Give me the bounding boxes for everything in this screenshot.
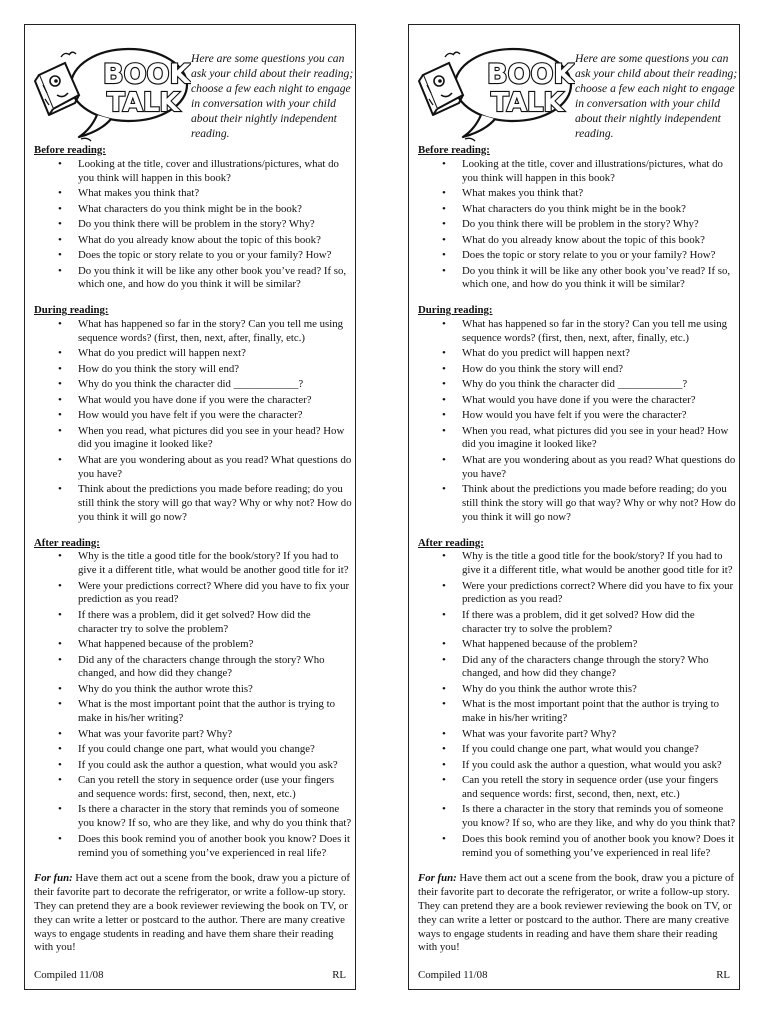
- question-item: • What are you wondering about as you read? What questions do you have?: [34, 454, 352, 482]
- question-item: • What was your favorite part? Why?: [34, 728, 352, 742]
- card-footer: [34, 969, 346, 981]
- section: [34, 537, 352, 861]
- book-talk-logo: [31, 45, 191, 155]
- section-title: After reading:: [34, 536, 100, 549]
- question-item: • When you read, what pictures did you see in your head? How did you imagine it looked like?: [34, 425, 352, 453]
- question-item: • What has happened so far in the story? Can you tell me using sequence words? (first, then, next, after, finally, etc.): [34, 318, 352, 346]
- section: [418, 144, 736, 292]
- question-item: • When you read, what pictures did you see in your head? How did you imagine it looked like?: [418, 425, 736, 453]
- for-fun-paragraph: [34, 872, 352, 955]
- question-item: • What would you have done if you were the character?: [418, 394, 736, 408]
- question-item: • How do you think the story will end?: [418, 363, 736, 377]
- for-fun-label: For fun:: [34, 872, 73, 885]
- question-list: [34, 550, 352, 860]
- question-item: • What was your favorite part? Why?: [418, 728, 736, 742]
- book-talk-card-left: [24, 24, 356, 990]
- intro-text: Here are some questions you can ask your child about their reading; choose a few each night to engage in conversation with your child about their nightly independent reading.: [575, 52, 738, 140]
- question-item: • What do you predict will happen next?: [34, 347, 352, 361]
- section-title: Before reading:: [34, 144, 106, 156]
- question-sections: [34, 144, 352, 860]
- for-fun-text: Have them act out a scene from the book, draw you a picture of their favorite part to decorate the refrigerator, or write a follow-up story. They can pretend they are a book reviewer reviewing the book on TV, or they can write a letter or postcard to the author. There are many creative ways to engage students in reading and have them share their reading with you!: [34, 872, 351, 954]
- question-item: • What do you already know about the topic of this book?: [418, 234, 736, 248]
- question-item: • If you could ask the author a question, what would you ask?: [418, 759, 736, 773]
- section-title: Before reading:: [418, 144, 490, 156]
- question-item: • What makes you think that?: [418, 187, 736, 201]
- question-item: • Can you retell the story in sequence order (use your fingers and sequence words: first, second, then, next, etc.): [418, 774, 736, 802]
- question-item: • Do you think it will be like any other book you’ve read? If so, which one, and how do you think it will be similar?: [418, 265, 736, 293]
- question-item: • Did any of the characters change through the story? Who changed, and how did they change?: [418, 654, 736, 682]
- question-item: • If there was a problem, did it get solved? How did the character try to solve the problem?: [418, 609, 736, 637]
- question-item: • Does the topic or story relate to you or your family? How?: [34, 249, 352, 263]
- question-item: • Do you think there will be problem in the story? Why?: [418, 218, 736, 232]
- question-item: • Think about the predictions you made before reading; do you still think the story will go that way? Why or why not? How do you think it will go now?: [34, 483, 352, 524]
- question-item: • How would you have felt if you were the character?: [34, 409, 352, 423]
- question-item: • What has happened so far in the story? Can you tell me using sequence words? (first, then, next, after, finally, etc.): [418, 318, 736, 346]
- logo-word-book: BOOK: [487, 59, 575, 90]
- question-list: [418, 550, 736, 860]
- section-title: During reading:: [34, 304, 109, 317]
- question-item: • What happened because of the problem?: [418, 638, 736, 652]
- question-content: [418, 144, 736, 955]
- footer-initials: RL: [716, 969, 730, 981]
- question-item: • Why do you think the character did ____________?: [418, 378, 736, 392]
- question-item: • If there was a problem, did it get solved? How did the character try to solve the problem?: [34, 609, 352, 637]
- section: [418, 537, 736, 861]
- question-content: [34, 144, 352, 955]
- question-list: [34, 318, 352, 525]
- footer-compiled: Compiled 11/08: [418, 969, 488, 981]
- section: [34, 144, 352, 292]
- book-icon: [35, 52, 79, 115]
- section: [418, 304, 736, 524]
- question-item: • Were your predictions correct? Where did you have to fix your prediction as you read?: [418, 580, 736, 608]
- question-list: [34, 158, 352, 292]
- question-item: • Were your predictions correct? Where did you have to fix your prediction as you read?: [34, 580, 352, 608]
- book-talk-card-right: [408, 24, 740, 990]
- for-fun-paragraph: [418, 872, 736, 955]
- question-list: [418, 318, 736, 525]
- question-item: • Why do you think the author wrote this?: [418, 683, 736, 697]
- for-fun-text: Have them act out a scene from the book, draw you a picture of their favorite part to decorate the refrigerator, or write a follow-up story. They can pretend they are a book reviewer reviewing the book on TV, or they can write a letter or postcard to the author. There are many creative ways to engage students in reading and have them share their reading with you!: [418, 872, 735, 954]
- section-title: During reading:: [418, 304, 493, 317]
- question-item: • Why do you think the author wrote this?: [34, 683, 352, 697]
- question-item: • What characters do you think might be in the book?: [34, 203, 352, 217]
- logo-word-book: BOOK: [103, 59, 191, 90]
- question-sections: [418, 144, 736, 860]
- card-header: [409, 25, 739, 147]
- question-item: • What are you wondering about as you read? What questions do you have?: [418, 454, 736, 482]
- section: [34, 304, 352, 524]
- question-list: [418, 158, 736, 292]
- question-item: • If you could change one part, what would you change?: [418, 743, 736, 757]
- question-item: • Can you retell the story in sequence order (use your fingers and sequence words: first, second, then, next, etc.): [34, 774, 352, 802]
- question-item: • Looking at the title, cover and illustrations/pictures, what do you think will happen in this book?: [418, 158, 736, 186]
- card-header: [25, 25, 355, 147]
- logo-word-talk: TALK: [107, 88, 180, 118]
- question-item: • Looking at the title, cover and illustrations/pictures, what do you think will happen in this book?: [34, 158, 352, 186]
- question-item: • Why is the title a good title for the book/story? If you had to give it a different title, what would be another good title for it?: [34, 550, 352, 578]
- question-item: • What is the most important point that the author is trying to make in his/her writing?: [418, 698, 736, 726]
- question-item: • What is the most important point that the author is trying to make in his/her writing?: [34, 698, 352, 726]
- question-item: • Does this book remind you of another book you know? Does it remind you of something you’ve experienced in real life?: [34, 833, 352, 861]
- question-item: • What characters do you think might be in the book?: [418, 203, 736, 217]
- question-item: • Think about the predictions you made before reading; do you still think the story will go that way? Why or why not? How do you think it will go now?: [418, 483, 736, 524]
- question-item: • Do you think it will be like any other book you’ve read? If so, which one, and how do you think it will be similar?: [34, 265, 352, 293]
- question-item: • Does the topic or story relate to you or your family? How?: [418, 249, 736, 263]
- question-item: • What would you have done if you were the character?: [34, 394, 352, 408]
- question-item: • What happened because of the problem?: [34, 638, 352, 652]
- for-fun-label: For fun:: [418, 872, 457, 885]
- question-item: • If you could change one part, what would you change?: [34, 743, 352, 757]
- book-icon: [419, 52, 463, 115]
- question-item: • Do you think there will be problem in the story? Why?: [34, 218, 352, 232]
- question-item: • What do you already know about the topic of this book?: [34, 234, 352, 248]
- footer-initials: RL: [332, 969, 346, 981]
- book-talk-logo: [415, 45, 575, 155]
- question-item: • Why do you think the character did ____________?: [34, 378, 352, 392]
- question-item: • How do you think the story will end?: [34, 363, 352, 377]
- question-item: • Why is the title a good title for the book/story? If you had to give it a different title, what would be another good title for it?: [418, 550, 736, 578]
- question-item: • What do you predict will happen next?: [418, 347, 736, 361]
- question-item: • Is there a character in the story that reminds you of someone you know? If so, who are they like, and why do you think that?: [34, 803, 352, 831]
- footer-compiled: Compiled 11/08: [34, 969, 104, 981]
- question-item: • Did any of the characters change through the story? Who changed, and how did they change?: [34, 654, 352, 682]
- intro-text: Here are some questions you can ask your child about their reading; choose a few each night to engage in conversation with your child about their nightly independent reading.: [191, 52, 354, 140]
- question-item: • Is there a character in the story that reminds you of someone you know? If so, who are they like, and why do you think that?: [418, 803, 736, 831]
- question-item: • Does this book remind you of another book you know? Does it remind you of something you’ve experienced in real life?: [418, 833, 736, 861]
- question-item: • If you could ask the author a question, what would you ask?: [34, 759, 352, 773]
- question-item: • How would you have felt if you were the character?: [418, 409, 736, 423]
- section-title: After reading:: [418, 536, 484, 549]
- logo-word-talk: TALK: [491, 88, 564, 118]
- question-item: • What makes you think that?: [34, 187, 352, 201]
- card-footer: [418, 969, 730, 981]
